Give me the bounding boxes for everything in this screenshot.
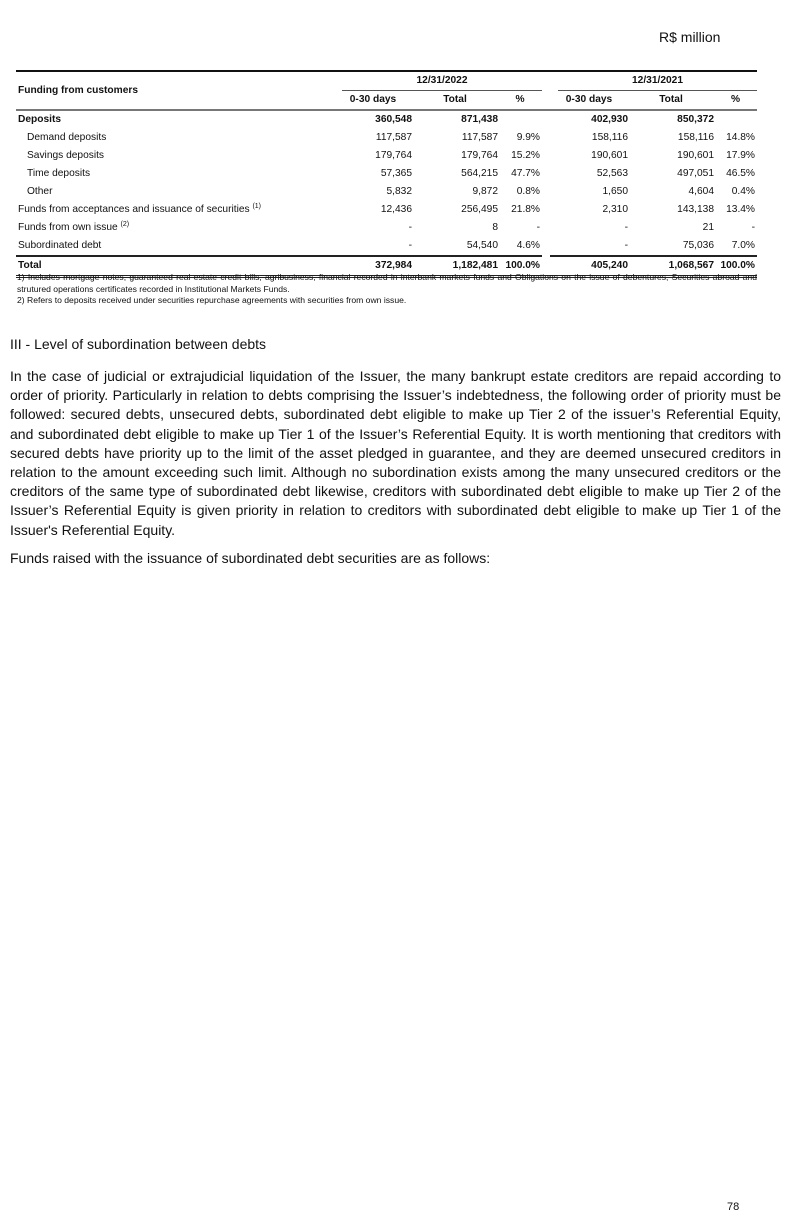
funding-from-customers-table [16, 70, 757, 278]
subordination-paragraph: In the case of judicial or extrajudicial liquidation of the Issuer, the many bankrupt estate creditors are repaid according to order of priority. Particularly in relation to debts comprising the Issuer’s indebtedness, the following order of priority must be followed: secured debts, unsecured debts, subordinated debt eligible to make up Tier 2 of the issuer’s Referential Equity, and subordinated debt eligible to make up Tier 1 of the Issuer’s Referential Equity. It is worth mentioning that creditors with secured debts have priority up to the limit of the asset pledged in guarantee, and they are deemed unsecured creditors in relation to the amount exceeding such limit. Although no subordination exists among the many unsecured creditors or the creditors of the same type of subordinated debt likewise, creditors with subordinated debt eligible to make up Tier 2 of the Issuer’s Referential Equity is given priority in relation to creditors with subordinated debt eligible to make up Tier 1 of the Issuer's Referential Equity. [10, 368, 781, 538]
unit-label: R$ million [659, 29, 721, 45]
lead-in-paragraph: Funds raised with the issuance of subordinated debt securities are as follows: [10, 550, 491, 566]
table-row: Subordinated debt - 54,540 4.6% - 75,036 7.0% [18, 240, 755, 251]
col-header-2022-pct: % [498, 91, 542, 110]
period-header-2021: 12/31/2021 [550, 71, 757, 91]
table-row: Other 5,832 9,872 0.8% 1,650 4,604 0.4% [27, 186, 755, 197]
table-row: Savings deposits 179,764 179,764 15.2% 190,601 190,601 17.9% [27, 150, 755, 161]
section-title: III - Level of subordination between debts [10, 336, 267, 352]
row-header: Funding from customers [16, 71, 334, 110]
period-header-2022: 12/31/2022 [334, 71, 542, 91]
footnote-1: 1) Includes mortgage notes, guaranteed real estate credit bills, agribusiness, financial recorded in interbank markets funds and Obligations on the issue of debentures, Securities abroad and strutured operations certificates recorded in Institutional Markets Funds. [17, 272, 757, 294]
footnote-2: 2) Refers to deposits received under securities repurchase agreements with securities from own issue. [17, 295, 407, 305]
col-header-2021-pct: % [714, 91, 757, 110]
table-row: Funds from own issue $^{(2)}$ - 8 - - 21 - [18, 221, 755, 233]
table-row: Deposits 360,548 871,438 402,930 850,372 [16, 110, 757, 129]
table-row: Demand deposits 117,587 117,587 9.9% 158,116 158,116 14.8% [27, 132, 755, 143]
funding-table-container [16, 70, 757, 278]
col-header-2022-total: Total [412, 91, 498, 110]
col-header-2022-0-30: 0-30 days [334, 91, 412, 110]
page-number: 78 [727, 1201, 740, 1213]
col-header-2021-0-30: 0-30 days [550, 91, 628, 110]
table-row: Funds from acceptances and issuance of securities $^{(1)}$ 12,436 256,495 21.8% 2,310 143,138 13.4% [18, 203, 755, 215]
footnote-ref-1: (1) [252, 203, 262, 210]
table-total-row: Total 372,984 1,182,481 100.0% 405,240 1,068,567 100.0% [16, 256, 757, 277]
footnote-ref-2: (2) [120, 221, 130, 228]
table-row: Time deposits 57,365 564,215 47.7% 52,563 497,051 46.5% [27, 168, 755, 179]
table-footnotes [17, 272, 757, 307]
col-header-2021-total: Total [628, 91, 714, 110]
